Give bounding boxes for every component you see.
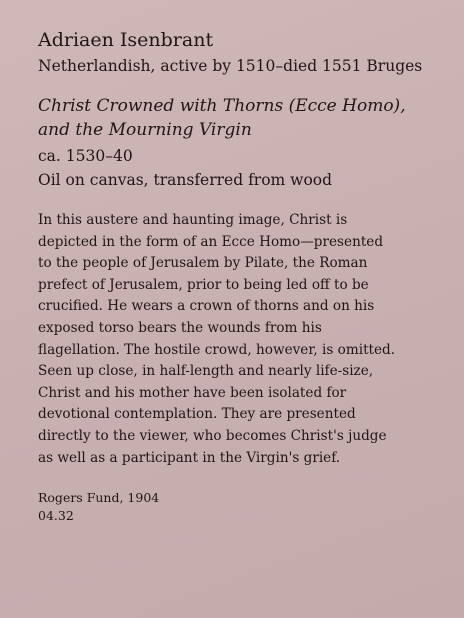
accession-number: 04.32 [38, 508, 74, 524]
credit-fund: Rogers Fund, 1904 [38, 490, 160, 506]
description-line: In this austere and haunting image, Christ is [38, 212, 348, 228]
description-line: exposed torso bears the wounds from his [38, 319, 322, 336]
description-line: flagellation. The hostile crowd, however, is omitted. [38, 341, 396, 358]
artwork-title-line: Christ Crowned with Thorns (Ecce Homo), [38, 96, 406, 116]
artwork-medium: Oil on canvas, transferred from wood [38, 171, 333, 189]
description-line: depicted in the form of an Ecce Homo—presented [38, 233, 384, 250]
artwork-date: ca. 1530–40 [38, 147, 133, 165]
artwork-title-line: and the Mourning Virgin [38, 120, 252, 140]
description-line: to the people of Jerusalem by Pilate, the Roman [38, 255, 368, 272]
artist-details: Netherlandish, active by 1510–died 1551 Bruges [38, 57, 423, 75]
description-line: as well as a participant in the Virgin's grief. [38, 449, 341, 466]
wall-label [38, 28, 443, 525]
artist-name: Adriaen Isenbrant [38, 29, 214, 51]
description-line: Christ and his mother have been isolated for [38, 384, 347, 401]
artwork-title [38, 94, 443, 142]
description-line: directly to the viewer, who becomes Christ's judge [38, 427, 387, 444]
credit-line [38, 489, 443, 525]
artwork-description [38, 210, 443, 469]
description-line: crucified. He wears a crown of thorns and on his [38, 298, 375, 315]
description-line: Seen up close, in half-length and nearly life-size, [38, 363, 374, 380]
description-line: devotional contemplation. They are presented [38, 406, 356, 423]
description-line: prefect of Jerusalem, prior to being led off to be [38, 276, 369, 293]
